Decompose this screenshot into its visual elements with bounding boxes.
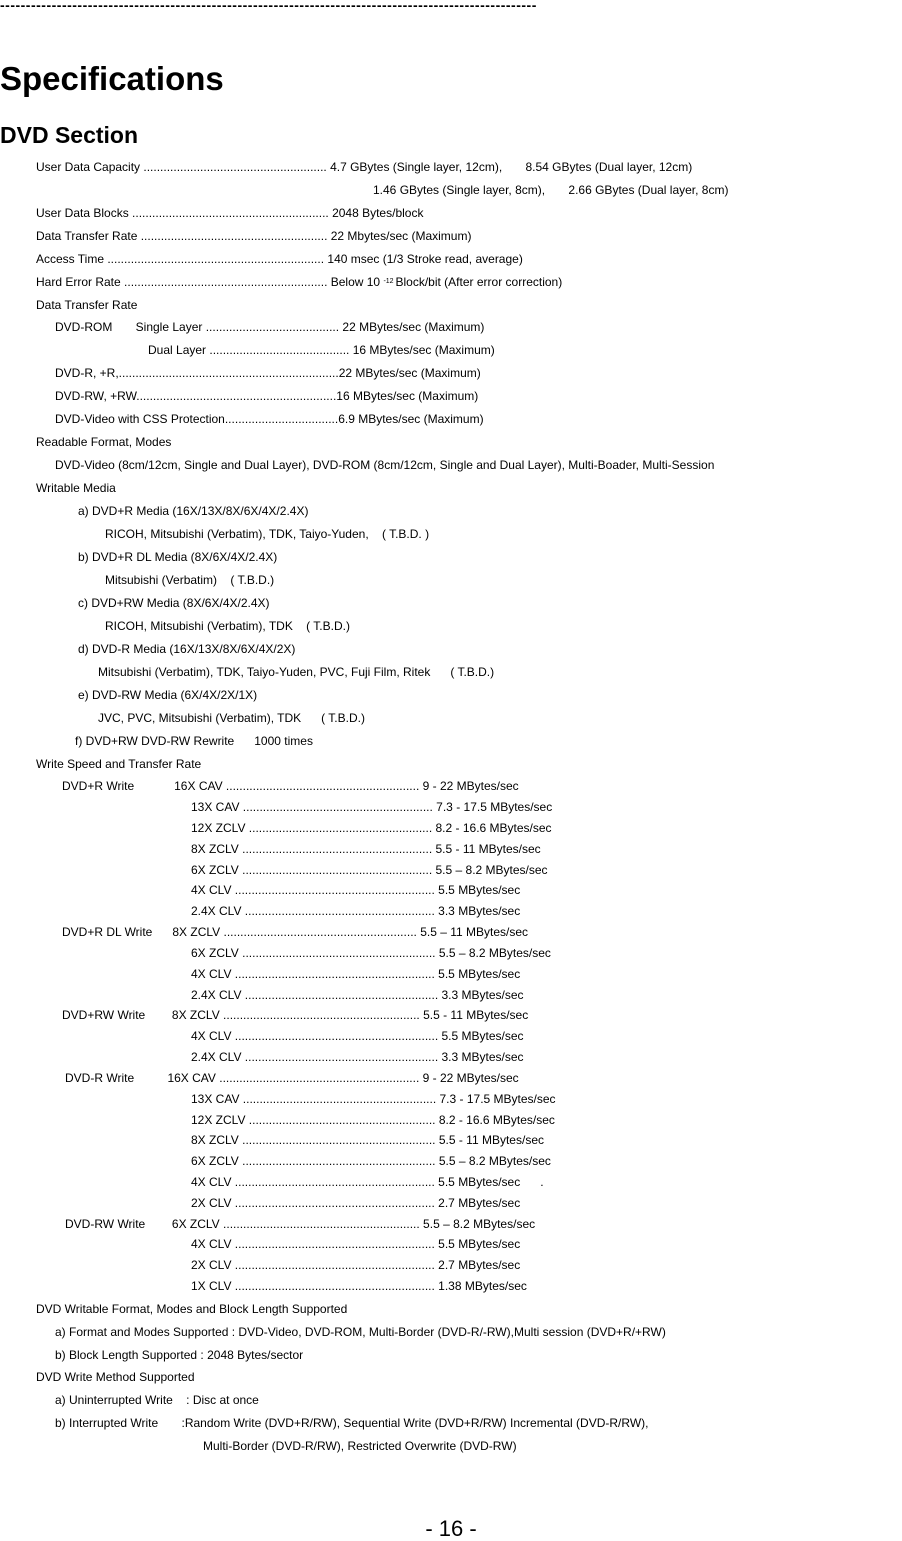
hard-error-unit: Block/bit (After error correction)	[395, 275, 563, 289]
write-speed-row: 1X CLV ............................................................ 1.38 MBytes/sec	[191, 1279, 527, 1293]
spec-line: Dual Layer .......................................... 16 MBytes/sec (Maximum)	[148, 343, 495, 357]
spec-line: Data Transfer Rate ........................................................ 22 Mbytes/sec (Maximum)	[36, 229, 472, 243]
write-speed-row: 4X CLV ............................................................ 5.5 MBytes/sec	[191, 883, 521, 897]
spec-line: DVD-Video with CSS Protection..................................6.9 MBytes/sec (Maximum)	[55, 412, 484, 426]
write-speed-row: DVD-R Write 16X CAV ............................................................ 9 - 22 MBytes/sec	[65, 1071, 519, 1085]
spec-line: JVC, PVC, Mitsubishi (Verbatim), TDK ( T.B.D.)	[98, 711, 365, 725]
write-speed-row: DVD+R DL Write 8X ZCLV .......................................................... 5.5 – 11 MBytes/sec	[62, 925, 529, 939]
write-speed-row: 4X CLV ............................................................ 5.5 MBytes/sec .	[191, 1175, 544, 1189]
spec-line: DVD-Video (8cm/12cm, Single and Dual Layer), DVD-ROM (8cm/12cm, Single and Dual Layer), Multi-Boader, Multi-Session	[55, 458, 715, 472]
write-speed-row: 6X ZCLV .......................................................... 5.5 – 8.2 MBytes/sec	[191, 1154, 551, 1168]
write-speed-row: DVD+RW Write 8X ZCLV ........................................................... 5.5 - 11 MBytes/sec	[62, 1008, 529, 1022]
write-speed-row: 8X ZCLV .......................................................... 5.5 - 11 MBytes/sec	[191, 1133, 544, 1147]
spec-line: a) Uninterrupted Write : Disc at once	[55, 1393, 259, 1407]
spec-line: c) DVD+RW Media (8X/6X/4X/2.4X)	[78, 596, 270, 610]
spec-line: a) DVD+R Media (16X/13X/8X/6X/4X/2.4X)	[78, 504, 309, 518]
spec-line: Access Time ................................................................. 140 msec (1/3 Stroke read, average)	[36, 252, 523, 266]
spec-line: Mitsubishi (Verbatim) ( T.B.D.)	[105, 573, 275, 587]
spec-line: DVD-R, +R,..................................................................22 MBytes/sec (Maximum)	[55, 366, 481, 380]
spec-line: User Data Blocks ........................................................... 2048 Bytes/block	[36, 206, 424, 220]
write-speed-row: DVD-RW Write 6X ZCLV ........................................................... 5.5 – 8.2 MBytes/sec	[65, 1217, 536, 1231]
spec-heading: Readable Format, Modes	[36, 435, 172, 449]
page-number: - 16 -	[425, 1516, 477, 1541]
write-speed-row: 4X CLV ............................................................ 5.5 MBytes/sec	[191, 967, 521, 981]
spec-line: Mitsubishi (Verbatim), TDK, Taiyo-Yuden, PVC, Fuji Film, Ritek ( T.B.D.)	[98, 665, 495, 679]
spec-line: RICOH, Mitsubishi (Verbatim), TDK, Taiyo-Yuden, ( T.B.D. )	[105, 527, 430, 541]
page-title: Specifications	[0, 60, 224, 97]
spec-line: a) Format and Modes Supported : DVD-Video, DVD-ROM, Multi-Border (DVD-R/-RW),Multi session (DVD+R/+RW)	[55, 1325, 666, 1339]
spec-line: DVD-ROM Single Layer ........................................ 22 MBytes/sec (Maximum)	[55, 320, 485, 334]
write-speed-row: 2X CLV ............................................................ 2.7 MBytes/sec	[191, 1258, 521, 1272]
write-speed-row: 2.4X CLV .......................................................... 3.3 MBytes/sec	[191, 988, 524, 1002]
write-speed-row: 8X ZCLV ......................................................... 5.5 - 11 MBytes/sec	[191, 842, 541, 856]
spec-line: d) DVD-R Media (16X/13X/8X/6X/4X/2X)	[78, 642, 296, 656]
spec-line: b) DVD+R DL Media (8X/6X/4X/2.4X)	[78, 550, 278, 564]
spec-line: RICOH, Mitsubishi (Verbatim), TDK ( T.B.D.)	[105, 619, 350, 633]
spec-line: User Data Capacity ....................................................... 4.7 GBytes (Single layer, 12cm), 8.54 GBytes (Dual layer, 12cm)	[36, 160, 693, 174]
write-speed-row: 12X ZCLV ....................................................... 8.2 - 16.6 MBytes/sec	[191, 821, 552, 835]
spec-heading: Writable Media	[36, 481, 116, 495]
section-heading: DVD Section	[0, 122, 139, 148]
write-speed-row: 4X CLV ............................................................ 5.5 MBytes/sec	[191, 1237, 521, 1251]
spec-line: e) DVD-RW Media (6X/4X/2X/1X)	[78, 688, 258, 702]
write-speed-row: 4X CLV ............................................................. 5.5 MBytes/sec	[191, 1029, 524, 1043]
spec-line: 1.46 GBytes (Single layer, 8cm), 2.66 GBytes (Dual layer, 8cm)	[373, 183, 729, 197]
write-speed-row: 2.4X CLV .......................................................... 3.3 MBytes/sec	[191, 1050, 524, 1064]
spec-line: f) DVD+RW DVD-RW Rewrite 1000 times	[75, 734, 313, 748]
write-speed-row: 2X CLV ............................................................ 2.7 MBytes/sec	[191, 1196, 521, 1210]
hard-error-text: Hard Error Rate ............................................................. Below 10	[36, 275, 384, 289]
spec-heading: DVD Writable Format, Modes and Block Length Supported	[36, 1302, 348, 1316]
write-speed-row: 6X ZCLV ......................................................... 5.5 – 8.2 MBytes/sec	[191, 863, 548, 877]
spec-heading: Data Transfer Rate	[36, 298, 138, 312]
spec-line-hard-error	[36, 275, 562, 289]
write-speed-row: 6X ZCLV .......................................................... 5.5 – 8.2 MBytes/sec	[191, 946, 551, 960]
spec-heading: DVD Write Method Supported	[36, 1370, 195, 1384]
spec-line: b) Block Length Supported : 2048 Bytes/sector	[55, 1348, 304, 1362]
write-speed-row: 13X CAV .......................................................... 7.3 - 17.5 MBytes/sec	[191, 1092, 556, 1106]
write-speed-row: 2.4X CLV ......................................................... 3.3 MBytes/sec	[191, 904, 521, 918]
header-rule: --------------------------------------------------------------------------------------------------------	[0, 0, 537, 13]
write-speed-row: 12X ZCLV ........................................................ 8.2 - 16.6 MBytes/sec	[191, 1113, 555, 1127]
spec-heading: Write Speed and Transfer Rate	[36, 757, 202, 771]
write-speed-row: 13X CAV ......................................................... 7.3 - 17.5 MBytes/sec	[191, 800, 553, 814]
spec-line: DVD-RW, +RW............................................................16 MBytes/sec (Maximum)	[55, 389, 479, 403]
exponent: -12	[383, 278, 396, 285]
spec-line: Multi-Border (DVD-R/RW), Restricted Overwrite (DVD-RW)	[203, 1439, 517, 1453]
write-speed-row: DVD+R Write 16X CAV .......................................................... 9 - 22 MBytes/sec	[62, 779, 519, 793]
spec-line: b) Interrupted Write :Random Write (DVD+R/RW), Sequential Write (DVD+R/RW) Incremental (DVD-R/RW),	[55, 1416, 649, 1430]
